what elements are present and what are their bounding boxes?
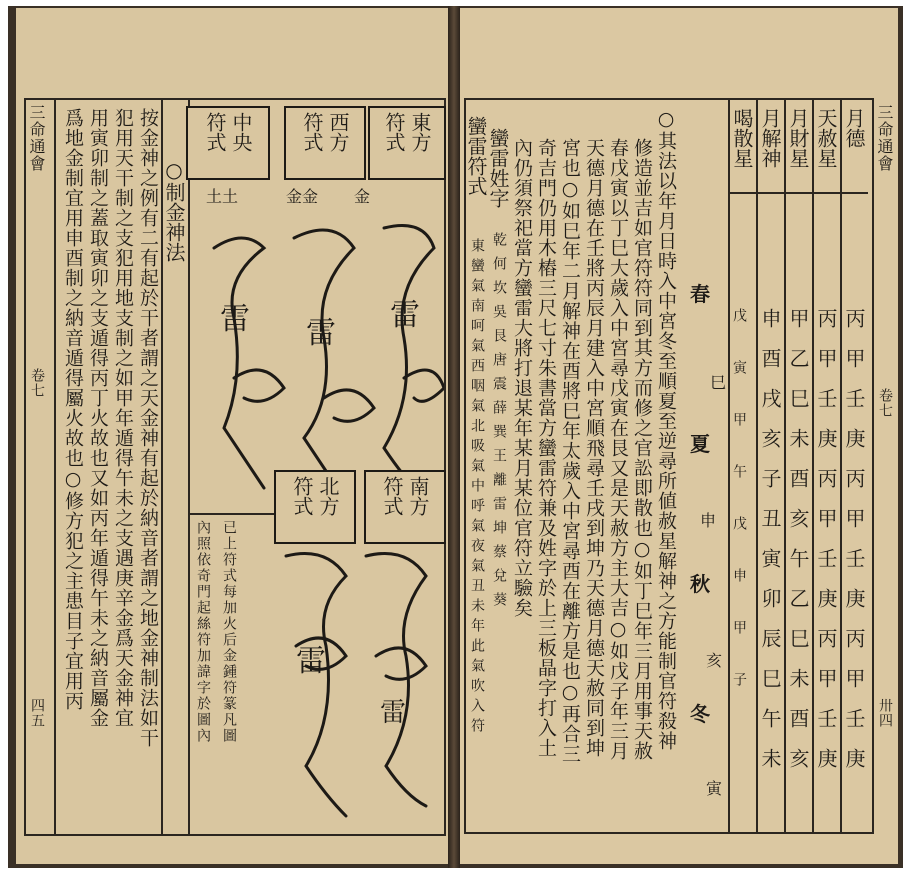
thunder-char: 雷 [390, 298, 420, 333]
section-heading: ○制金神法 [162, 158, 186, 262]
book-gutter [448, 6, 460, 868]
charm-label-south [364, 470, 446, 544]
charm-label-text: 符式 [300, 112, 324, 152]
note-column-2: 內照依奇門起絲符加諱字於圖內 [195, 520, 211, 744]
margin-title: 三命通會 [875, 104, 894, 172]
charm-label-text: 符式 [382, 112, 406, 152]
table-column-5: 戊寅甲午戊申甲子 [731, 308, 747, 724]
header-box-tianshe: 天赦星 [814, 108, 838, 168]
prose-column-4: 天德月德在壬將丙辰月建入中宮順飛尋壬戌到坤乃天德月德天赦同到坤 [583, 138, 605, 758]
header-box-hesan: 喝散星 [730, 108, 754, 168]
branch-hai: 亥 [706, 651, 723, 670]
sub-heading-b: 蠻雷符式 [464, 116, 488, 196]
prose-column-7: 內仍須祭祀當方蠻雷大將打退某年某月某位官符立驗矣 [511, 138, 533, 618]
prose-column-5: 宮也○如巳年二月解神在酉將巳年太歲入中宮尋酉在離方是也○再合三 [559, 138, 581, 764]
prose-column-2: 修造並吉如官符符同到其方而修之官訟即散也○如丁巳年三月用事天赦 [631, 138, 653, 761]
open-book [8, 6, 903, 868]
charm-label-text: 中央 [229, 112, 253, 152]
charm-label-text: 北方 [316, 476, 340, 516]
margin-rule [54, 98, 56, 834]
prose-column-2: 犯用天干制之支犯用地支制之如甲年遁得午未之支遇庚辛金爲天金神宜 [112, 108, 134, 728]
table-column-3: 甲乙巳未酉亥午乙巳未酉亥 [786, 308, 810, 788]
season-summer: 夏 [690, 432, 710, 456]
branch-si: 巳 [710, 373, 727, 392]
note-column-1: 已上符式每加火后金鍾符篆凡圖 [221, 520, 237, 744]
table-column-4: 申酉戌亥子丑寅卯辰巳午未 [758, 308, 782, 788]
charm-label-text: 南方 [406, 476, 430, 516]
branch-yin: 寅 [706, 779, 723, 798]
margin-volume: 卷七 [29, 368, 45, 398]
charm-label-text: 符式 [203, 112, 227, 152]
prose-column-3: 春戊寅以丁巳大歲入中宮尋戊寅在艮又是天赦方主大吉○如戊子年三月 [607, 138, 629, 761]
prose-column-6: 奇吉門仍用木樁三尺七寸朱書當方蠻雷符兼及姓字於上三板晶字打入土 [535, 138, 557, 758]
prose-column-1: 按金神之例有二有起於干者謂之天金神有起於納音者謂之地金神制法如干 [137, 108, 159, 748]
prose-column-1: ○其法以年月日時入中宮冬至順夏至逆尋所値赦星解神之方能制官符殺神 [655, 108, 677, 751]
header-box-yuede: 月德 [842, 108, 866, 148]
charm-label-west [284, 106, 366, 180]
thunder-talisman-top-row [194, 208, 444, 508]
sub-heading-a: 蠻雷姓字 [486, 128, 510, 208]
thunder-char: 雷 [380, 698, 407, 728]
header-box-yuejie: 月解神 [758, 108, 782, 168]
season-spring: 春 [690, 282, 710, 306]
charm-label-east [368, 106, 446, 180]
right-page [460, 8, 898, 864]
season-autumn: 秋 [690, 572, 710, 596]
qi-row: 東蠻氣南呵氣西咽氣北吸氣中呼氣夜氣丑未年此氣吹入符 [469, 238, 485, 738]
prose-column-3: 用寅卯制之蓋取寅卯之支遁得丙丁火故也又如丙年遁得午未之納音屬金 [87, 108, 109, 728]
thunder-char: 雷 [220, 302, 250, 337]
header-box-yuecai: 月財星 [786, 108, 810, 168]
header-divider [728, 192, 868, 194]
charm-metal-central: 土土 [206, 187, 239, 206]
prose-column-4: 爲地金制宜用申酉制之納音遁得屬火故也○修方犯之主患目子宜用丙 [62, 108, 84, 711]
margin-title: 三命通會 [27, 104, 46, 172]
charm-metal-east: 金 [354, 187, 371, 206]
charm-label-text: 符式 [380, 476, 404, 516]
charm-divider [188, 513, 278, 515]
left-page [16, 8, 448, 864]
column-rule [728, 98, 730, 832]
charm-label-text: 西方 [326, 112, 350, 152]
margin-folio: 四五 [29, 698, 45, 728]
table-column-1: 丙甲壬庚丙甲壬庚丙甲壬庚 [842, 308, 866, 788]
season-winter: 冬 [690, 702, 710, 726]
charm-label-text: 符式 [290, 476, 314, 516]
charm-metal-west: 金金 [286, 187, 319, 206]
thunder-char: 雷 [306, 316, 336, 351]
margin-folio: 卅四 [877, 698, 893, 728]
charm-label-north [274, 470, 356, 544]
column-rule [188, 98, 190, 834]
table-column-2: 丙甲壬庚丙甲壬庚丙甲壬庚 [814, 308, 838, 788]
charm-label-text: 東方 [408, 112, 432, 152]
thunder-char: 雷 [296, 644, 326, 679]
thunder-talisman-bottom-row [266, 536, 441, 826]
margin-volume: 卷七 [877, 388, 893, 418]
branch-shen: 申 [700, 511, 717, 530]
charm-label-central [186, 106, 270, 180]
trigram-row: 乾何坎吳艮唐震薛巽王離雷坤蔡兌葵 [491, 232, 507, 616]
